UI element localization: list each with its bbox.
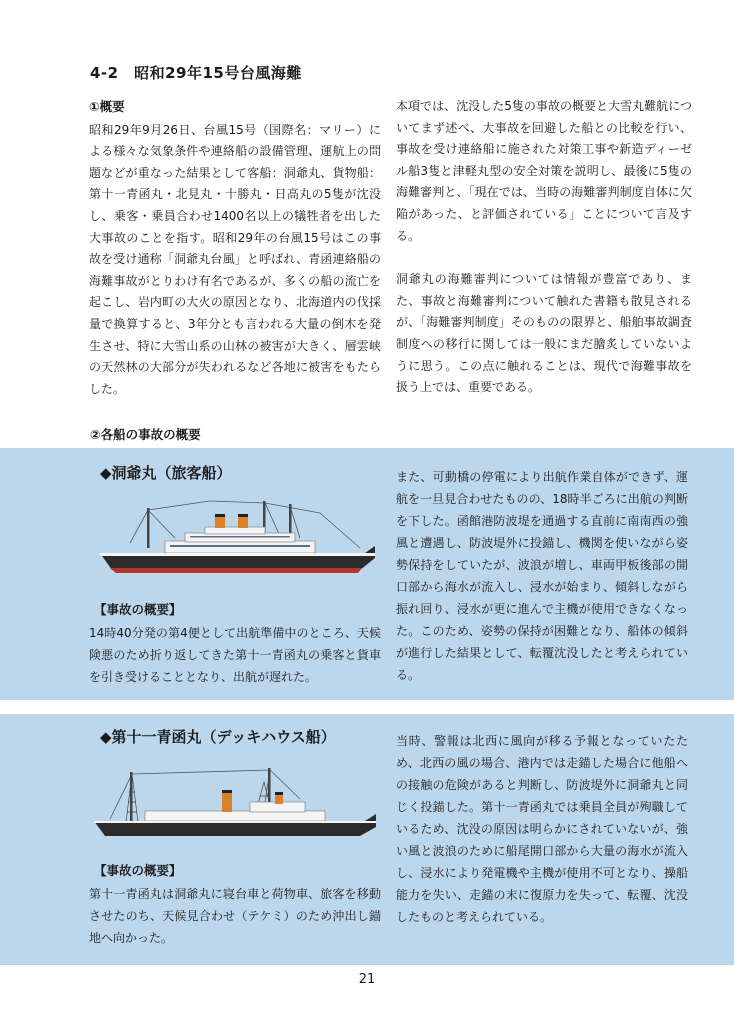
overview-left-column [89, 96, 381, 400]
overview-right-text-2: 洞爺丸の海難審判については情報が豊富であり、また、事故と海難審判について触れた書籍も散見されるが、「海難審判制度」そのものの限界と、船舶事故調査制度への移行に関しては一般にまだ膾炙していないように思う。この点に触れることは、現代で海難事故を扱う上では、重要である。 [396, 272, 692, 395]
overview-right-text-1: 本項では、沈没した5隻の事故の概要と大雪丸難航についてまず述べ、大事故を回避した船との比較を行い、事故を受け連絡船に施された対策工事や新造ディーゼル船3隻と津軽丸型の安全対策を説明し、最後に5隻の海難審判と、「現在では、当時の海難審判制度自体に欠陥があった、と評価されている」ことについて言及する。 [396, 99, 692, 243]
overview-left-text: 昭和29年9月26日、台風15号（国際名：マリー）による様々な気象条件や連絡船の設備管理、運航上の問題などが重なった結果として客船：洞爺丸、貨物船：第十一青函丸・北見丸・十勝丸・日高丸の5隻が沈没し、乗客・乗員合わせ1400名以上の犠牲者を出した大事故のことを指す。昭和29年の台風15号はこの事故を受け通称「洞爺丸台風」と呼ばれ、青函連絡船の海難事故がとりわけ有名であるが、多くの船の流亡を起こし、岩内町の大火の原因となり、北海道内の伐採量で換算すると、3年分とも言われる大量の倒木を発生させ、特に大雪山系の山林の被害が大きく、層雲峡の天然林の大部分が失われるなど各地に被害をもたらした。 [89, 122, 381, 396]
summary-label-seikan11: 【事故の概要】 [94, 863, 182, 878]
section-title: 4-2 昭和29年15号台風海難 [90, 64, 302, 82]
ship-band-toya [0, 448, 734, 700]
toya-maru-ship-illustration [90, 498, 380, 583]
page-number: 21 [358, 972, 376, 987]
seikan-maru-11-ship-illustration [90, 764, 380, 844]
ships-heading: ②各船の事故の概要 [90, 427, 201, 442]
ship-name-toya: ◆洞爺丸（旅客船） [100, 464, 232, 482]
overview-subtitle: ①概要 [89, 99, 125, 114]
overview-right-column [396, 96, 692, 399]
ship-name-seikan11: ◆第十一青函丸（デッキハウス船） [100, 728, 336, 746]
ship-band-seikan11 [0, 714, 734, 965]
summary-label-toya: 【事故の概要】 [94, 602, 182, 617]
right-text-toya: また、可動橋の停電により出航作業自体ができず、運航を一旦見合わせたものの、18時半ごろに出航の判断を下した。函館港防波堤を通過する直前に南南西の強風と遭遇し、防波堤外に投錨し、機関を使いながら姿勢保持をしていたが、波浪が増し、車両甲板後部の開口部から海水が流入し、浸水が始まり、傾斜しながら振れ回り、浸水が更に進んで主機が使用できなくなった。このため、姿勢の保持が困難となり、船体の傾斜が進行した結果として、転覆沈没したと考えられている。 [396, 470, 688, 682]
summary-text-seikan11: 第十一青函丸は洞爺丸に寝台車と荷物車、旅客を移動させたのち、天候見合わせ（テケミ）のため沖出し錨地へ向かった。 [89, 887, 381, 945]
summary-text-toya: 14時40分発の第4便として出航準備中のところ、天候険悪のため折り返してきた第十一青函丸の乗客と貨車を引き受けることとなり、出航が遅れた。 [89, 626, 381, 684]
right-text-seikan11: 当時、警報は北西に風向が移る予報となっていたため、北西の風の場合、港内では走錨した場合に他船への接触の危険があると判断し、防波堤外に洞爺丸と同じく投錨した。第十一青函丸では乗員全員が殉職しているため、沈没の原因は明らかにされていないが、強い風と波浪のために船尾開口部から大量の海水が流入し、浸水により発電機や主機が使用不可となり、操船能力を失い、走錨の末に復原力を失って、転覆、沈没したものと考えられている。 [396, 734, 688, 924]
